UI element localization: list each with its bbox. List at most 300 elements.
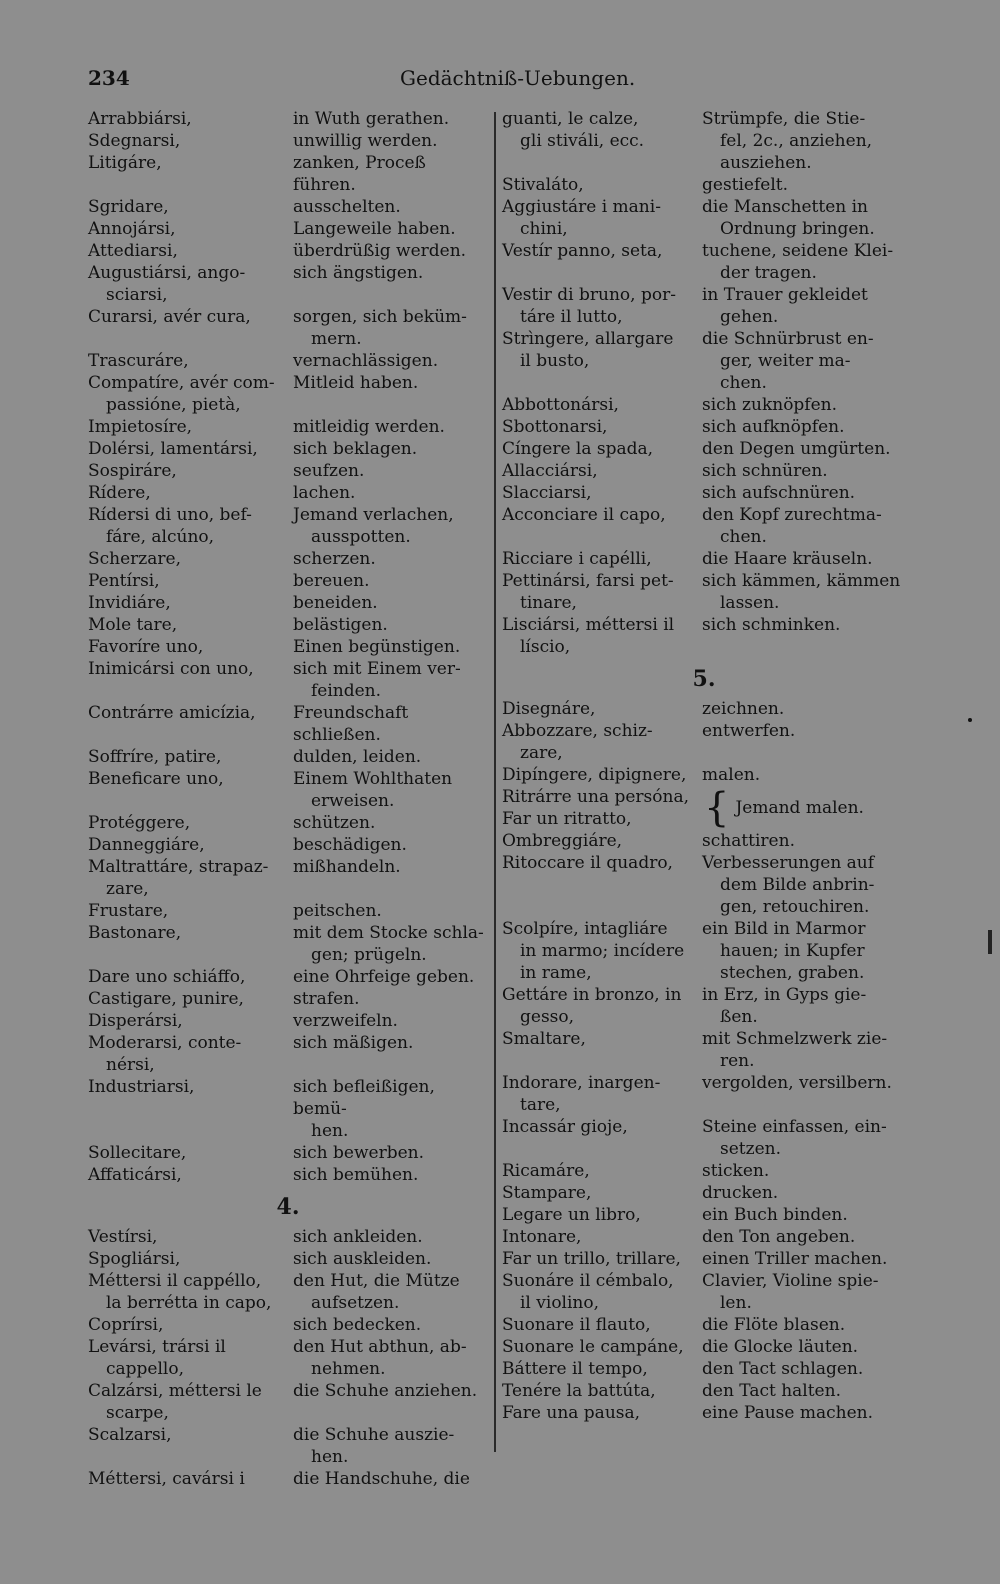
german-translation <box>702 240 906 284</box>
german-translation-line: sich kämmen, kämmen <box>702 571 901 591</box>
german-translation <box>293 1076 488 1142</box>
dictionary-entry <box>88 350 488 372</box>
german-translation-line: scherzen. <box>293 549 376 569</box>
italian-term-line: Intonare, <box>502 1227 582 1247</box>
german-translation-line: den Degen umgürten. <box>702 439 891 459</box>
german-translation <box>293 1164 488 1186</box>
german-translation-line: sich auskleiden. <box>293 1249 432 1269</box>
italian-term <box>88 636 293 658</box>
dictionary-entry <box>88 1164 488 1186</box>
dictionary-entry <box>502 1314 906 1336</box>
dictionary-entry <box>88 482 488 504</box>
italian-term-line: Strìngere, allargare <box>502 329 674 349</box>
german-translation <box>702 1072 906 1116</box>
italian-term-line: Suonare le campáne, <box>502 1337 684 1357</box>
italian-term <box>502 720 702 764</box>
german-translation <box>293 900 488 922</box>
italian-term <box>502 1160 702 1182</box>
italian-term <box>502 1226 702 1248</box>
german-translation <box>702 438 906 460</box>
italian-term <box>502 328 702 394</box>
german-translation <box>293 1270 488 1314</box>
dictionary-entry <box>88 1336 488 1380</box>
italian-term-line: Protéggere, <box>88 813 191 833</box>
italian-term <box>88 1424 293 1468</box>
italian-term <box>502 1116 702 1160</box>
german-translation-line: die Schuhe anziehen. <box>293 1381 478 1401</box>
german-translation <box>293 702 488 746</box>
german-translation <box>293 658 488 702</box>
italian-term-continuation: táre il lutto, <box>520 307 623 327</box>
italian-term-continuation: fáre, alcúno, <box>106 527 215 547</box>
german-translation-line: sich zuknöpfen. <box>702 395 838 415</box>
italian-term-line: Inimicársi con uno, <box>88 659 254 679</box>
german-translation-continuation: ßen. <box>720 1007 758 1027</box>
german-translation <box>702 764 906 786</box>
dictionary-entry <box>88 856 488 900</box>
german-translation <box>293 1142 488 1164</box>
italian-term-line: Attediarsi, <box>88 241 178 261</box>
italian-term <box>88 548 293 570</box>
italian-term-line: Litigáre, <box>88 153 162 173</box>
italian-terms <box>502 786 702 830</box>
dictionary-entry <box>88 1142 488 1164</box>
dictionary-entry <box>502 1204 906 1226</box>
german-translation-line: belästigen. <box>293 615 388 635</box>
italian-term-line: Báttere il tempo, <box>502 1359 648 1379</box>
german-translation <box>293 416 488 438</box>
italian-term-line: Méttersi il cappéllo, <box>88 1271 262 1291</box>
german-translation <box>293 768 488 812</box>
italian-term-line: Sollecitare, <box>88 1143 187 1163</box>
german-translation-line: gestiefelt. <box>702 175 789 195</box>
italian-term-line: Trascuráre, <box>88 351 189 371</box>
italian-term <box>502 1028 702 1072</box>
german-translation-continuation: hauen; in Kupfer <box>720 941 865 961</box>
italian-term-line: Fare una pausa, <box>502 1403 641 1423</box>
italian-term <box>502 1380 702 1402</box>
italian-term <box>502 1314 702 1336</box>
dictionary-entry <box>88 1380 488 1424</box>
margin-dot <box>968 718 972 722</box>
german-translation <box>293 130 488 152</box>
german-translation <box>702 548 906 570</box>
german-translation <box>293 614 488 636</box>
german-translation <box>293 856 488 900</box>
dictionary-entry <box>502 460 906 482</box>
dictionary-entry <box>502 196 906 240</box>
dictionary-entry <box>502 438 906 460</box>
italian-term-line: Méttersi, cavársi i <box>88 1469 245 1489</box>
german-translation-line: Verbesserungen auf <box>702 853 875 873</box>
dictionary-entry <box>88 262 488 306</box>
german-translation <box>293 152 488 196</box>
italian-term-line: Moderarsi, conte- <box>88 1033 242 1053</box>
german-translation-line: Clavier, Violine spie- <box>702 1271 879 1291</box>
german-translation <box>702 918 906 984</box>
italian-term-line: Indorare, inargen- <box>502 1073 661 1093</box>
german-translation-continuation: hen. <box>311 1447 349 1467</box>
dictionary-entry <box>88 240 488 262</box>
italian-term <box>502 1358 702 1380</box>
italian-term-continuation: sciarsi, <box>106 285 168 305</box>
german-translation <box>293 1226 488 1248</box>
italian-term-line: Vestír panno, seta, <box>502 241 663 261</box>
italian-term-line: Sdegnarsi, <box>88 131 181 151</box>
dictionary-entry <box>88 834 488 856</box>
italian-term <box>502 284 702 328</box>
german-translation-continuation: hen. <box>311 1121 349 1141</box>
italian-term <box>88 834 293 856</box>
german-translation-continuation: gen; prügeln. <box>311 945 427 965</box>
german-translation-continuation: chen. <box>720 527 767 547</box>
german-translation <box>702 852 906 918</box>
italian-term-continuation: zare, <box>106 879 149 899</box>
italian-term <box>502 548 702 570</box>
german-translation-line: drucken. <box>702 1183 779 1203</box>
german-translation-line: Freundschaft schließen. <box>293 703 409 745</box>
italian-term-line: Legare un libro, <box>502 1205 641 1225</box>
italian-term-line: Sbottonarsi, <box>502 417 608 437</box>
german-translation <box>293 636 488 658</box>
german-translation-line: vergolden, versilbern. <box>702 1073 892 1093</box>
german-translation <box>293 196 488 218</box>
german-translation-line: die Flöte blasen. <box>702 1315 846 1335</box>
dictionary-entry <box>502 614 906 658</box>
german-translation <box>293 570 488 592</box>
italian-term <box>502 570 702 614</box>
italian-term-line: Ricamáre, <box>502 1161 590 1181</box>
dictionary-entry <box>502 174 906 196</box>
italian-term <box>502 918 702 984</box>
german-translation <box>702 614 906 658</box>
italian-term-continuation: zare, <box>520 743 563 763</box>
italian-term-line: Annojársi, <box>88 219 176 239</box>
german-translation-continuation: nehmen. <box>311 1359 386 1379</box>
italian-term <box>88 504 293 548</box>
german-translation-line: einen Triller machen. <box>702 1249 888 1269</box>
german-translation-line: sich ankleiden. <box>293 1227 423 1247</box>
section-number: 4. <box>276 1194 300 1220</box>
dictionary-entry <box>502 1226 906 1248</box>
german-translation-line: seufzen. <box>293 461 365 481</box>
italian-term-line: Suonare il flauto, <box>502 1315 651 1335</box>
italian-term-line: Pettinársi, farsi pet- <box>502 571 674 591</box>
german-translation: Jemand malen. <box>735 798 864 818</box>
italian-term-line: Sospiráre, <box>88 461 177 481</box>
german-translation-line: sticken. <box>702 1161 770 1181</box>
german-translation-line: Einen begünstigen. <box>293 637 461 657</box>
italian-term <box>502 1270 702 1314</box>
italian-term <box>88 614 293 636</box>
german-translation-continuation: lassen. <box>720 593 780 613</box>
italian-term-line: Slacciarsi, <box>502 483 592 503</box>
italian-term-line: Stivaláto, <box>502 175 584 195</box>
italian-term <box>502 852 702 918</box>
german-translation <box>702 482 906 504</box>
german-translation-continuation: setzen. <box>720 1139 781 1159</box>
dictionary-entry <box>502 504 906 548</box>
italian-term <box>88 262 293 306</box>
italian-term-line: Disperársi, <box>88 1011 183 1031</box>
italian-term <box>88 416 293 438</box>
german-translation <box>293 746 488 768</box>
german-translation <box>293 108 488 130</box>
italian-term-line: Industriarsi, <box>88 1077 195 1097</box>
german-translation <box>293 504 488 548</box>
italian-term <box>502 1204 702 1226</box>
german-translation-line: dulden, leiden. <box>293 747 422 767</box>
german-translation-line: unwillig werden. <box>293 131 438 151</box>
italian-term-line: Impietosíre, <box>88 417 193 437</box>
italian-term-continuation: gli stiváli, ecc. <box>520 131 645 151</box>
german-translation-continuation: ren. <box>720 1051 755 1071</box>
german-translation-line: vernachlässigen. <box>293 351 439 371</box>
italian-term-line: Calzársi, méttersi le <box>88 1381 262 1401</box>
italian-term <box>88 1380 293 1424</box>
italian-term-line: Lisciársi, méttersi il <box>502 615 675 635</box>
dictionary-entry <box>88 1010 488 1032</box>
german-translation-line: Steine einfassen, ein- <box>702 1117 887 1137</box>
german-translation <box>702 460 906 482</box>
dictionary-entry <box>88 1226 488 1248</box>
italian-term-line: Aggiustáre i mani- <box>502 197 661 217</box>
german-translation-line: sich bemühen. <box>293 1165 419 1185</box>
dictionary-entry <box>502 1160 906 1182</box>
german-translation-line: sich mit Einem ver- <box>293 659 461 679</box>
german-translation <box>702 1270 906 1314</box>
german-translation-continuation: aufsetzen. <box>311 1293 400 1313</box>
german-translation <box>702 1028 906 1072</box>
german-translation <box>293 218 488 240</box>
german-translation-line: in Trauer gekleidet <box>702 285 868 305</box>
edge-mark <box>988 930 992 954</box>
dictionary-entry <box>88 592 488 614</box>
german-translation-line: ein Buch binden. <box>702 1205 848 1225</box>
right-column <box>502 108 906 1424</box>
german-translation <box>702 984 906 1028</box>
italian-term <box>88 218 293 240</box>
dictionary-entry <box>88 966 488 988</box>
german-translation-continuation: stechen, graben. <box>720 963 865 983</box>
german-translation-continuation: erweisen. <box>311 791 395 811</box>
italian-term-line: Tenére la battúta, <box>502 1381 656 1401</box>
italian-term-line: Dolérsi, lamentársi, <box>88 439 258 459</box>
german-translation-line: die Schuhe auszie- <box>293 1425 455 1445</box>
italian-term <box>88 130 293 152</box>
italian-term <box>502 482 702 504</box>
dictionary-entry <box>88 658 488 702</box>
german-translation-line: sich beklagen. <box>293 439 418 459</box>
italian-term <box>88 372 293 416</box>
italian-term <box>88 702 293 746</box>
italian-term-continuation: il busto, <box>520 351 590 371</box>
german-translation <box>293 306 488 350</box>
italian-term-line: Acconciare il capo, <box>502 505 666 525</box>
italian-term-line: Ombreggiáre, <box>502 831 623 851</box>
italian-term <box>88 460 293 482</box>
german-translation <box>702 1116 906 1160</box>
german-translation-line: Mitleid haben. <box>293 373 419 393</box>
german-translation <box>702 720 906 764</box>
dictionary-entry <box>502 1402 906 1424</box>
italian-term <box>88 108 293 130</box>
italian-term-line: Pentírsi, <box>88 571 160 591</box>
running-head: Gedächtniß-Uebungen. <box>400 66 636 90</box>
german-translation-continuation: feinden. <box>311 681 382 701</box>
italian-term <box>502 108 702 174</box>
german-translation-continuation: fel, 2c., anziehen, <box>720 131 873 151</box>
german-translation-line: verzweifeln. <box>293 1011 398 1031</box>
italian-term <box>502 1402 702 1424</box>
italian-term <box>88 350 293 372</box>
german-translation-line: beschädigen. <box>293 835 407 855</box>
italian-term-continuation: il violino, <box>520 1293 600 1313</box>
german-translation-line: lachen. <box>293 483 356 503</box>
italian-term-line: Castigare, punire, <box>88 989 244 1009</box>
german-translation <box>702 394 906 416</box>
braced-entry <box>502 786 906 830</box>
german-translation-line: den Tact schlagen. <box>702 1359 864 1379</box>
dictionary-entry <box>502 1358 906 1380</box>
dictionary-entry <box>88 416 488 438</box>
italian-term <box>88 922 293 966</box>
dictionary-entry <box>88 922 488 966</box>
brace-glyph: { <box>704 785 730 831</box>
german-translation <box>293 1314 488 1336</box>
italian-term <box>88 306 293 350</box>
dictionary-entry <box>502 416 906 438</box>
german-translation-line: sich bewerben. <box>293 1143 425 1163</box>
italian-term <box>88 856 293 900</box>
italian-term-continuation: tinare, <box>520 593 577 613</box>
german-translation-continuation: gehen. <box>720 307 779 327</box>
italian-term <box>88 966 293 988</box>
german-translation-line: Strümpfe, die Stie- <box>702 109 866 129</box>
dictionary-entry <box>502 1072 906 1116</box>
dictionary-entry <box>88 1076 488 1142</box>
italian-term <box>502 1072 702 1116</box>
german-translation <box>702 284 906 328</box>
german-translation-line: mitleidig werden. <box>293 417 445 437</box>
italian-term-line: Compatíre, avér com- <box>88 373 275 393</box>
dictionary-entry <box>88 900 488 922</box>
italian-term <box>88 746 293 768</box>
italian-term-line: Vestir di bruno, por- <box>502 285 676 305</box>
dictionary-entry <box>502 240 906 284</box>
italian-term <box>88 1142 293 1164</box>
italian-term-line: Levársi, trársi il <box>88 1337 226 1357</box>
italian-term <box>502 830 702 852</box>
dictionary-entry <box>88 636 488 658</box>
italian-term-line: Danneggiáre, <box>88 835 205 855</box>
dictionary-entry <box>88 504 488 548</box>
german-translation <box>293 1468 488 1490</box>
italian-term-line: Rídersi di uno, bef- <box>88 505 252 525</box>
german-translation <box>293 548 488 570</box>
german-translation <box>702 504 906 548</box>
german-translation <box>702 1336 906 1358</box>
german-translation <box>702 1314 906 1336</box>
dictionary-entry <box>502 918 906 984</box>
german-translation-line: sich aufschnüren. <box>702 483 856 503</box>
italian-term-continuation: gesso, <box>520 1007 575 1027</box>
italian-term <box>88 240 293 262</box>
german-translation-line: mit Schmelzwerk zie- <box>702 1029 888 1049</box>
german-translation-line: in Wuth gerathen. <box>293 109 450 129</box>
italian-term <box>88 482 293 504</box>
italian-term <box>502 504 702 548</box>
german-translation-continuation: Ordnung bringen. <box>720 219 875 239</box>
german-translation <box>702 1182 906 1204</box>
dictionary-entry <box>502 328 906 394</box>
german-translation-line: schützen. <box>293 813 376 833</box>
dictionary-entry <box>502 852 906 918</box>
german-translation <box>293 240 488 262</box>
german-translation-continuation: dem Bilde anbrin- <box>720 875 875 895</box>
italian-term <box>502 984 702 1028</box>
italian-term <box>88 1336 293 1380</box>
german-translation-continuation: chen. <box>720 373 767 393</box>
german-translation-line: Einem Wohlthaten <box>293 769 453 789</box>
german-translation <box>702 1204 906 1226</box>
german-translation <box>293 460 488 482</box>
italian-term-line: Stampare, <box>502 1183 592 1203</box>
italian-term-line: Affaticársi, <box>88 1165 182 1185</box>
german-translation-line: die Schnürbrust en- <box>702 329 874 349</box>
german-translation-line: beneiden. <box>293 593 378 613</box>
german-translation <box>702 1380 906 1402</box>
italian-term <box>88 196 293 218</box>
german-translation-continuation: mern. <box>311 329 362 349</box>
italian-term-line: Abbottonársi, <box>502 395 619 415</box>
italian-term-line: Frustare, <box>88 901 169 921</box>
german-translation-line: die Haare kräuseln. <box>702 549 873 569</box>
dictionary-entry <box>88 812 488 834</box>
german-translation-line: sich befleißigen, bemü- <box>293 1077 435 1119</box>
italian-term-line: Invidiáre, <box>88 593 171 613</box>
german-translation-line: den Hut abthun, ab- <box>293 1337 467 1357</box>
german-translation <box>702 1226 906 1248</box>
italian-term-line: Smaltare, <box>502 1029 586 1049</box>
german-translation-line: überdrüßig werden. <box>293 241 467 261</box>
italian-term <box>502 394 702 416</box>
german-translation-continuation: der tragen. <box>720 263 817 283</box>
dictionary-entry <box>502 1270 906 1314</box>
italian-term-line: Abbozzare, schiz- <box>502 721 653 741</box>
dictionary-entry <box>88 702 488 746</box>
german-translation <box>702 698 906 720</box>
italian-term <box>88 658 293 702</box>
italian-term <box>502 460 702 482</box>
dictionary-entry <box>88 152 488 196</box>
italian-term-line: Augustiársi, ango- <box>88 263 246 283</box>
dictionary-entry <box>88 1424 488 1468</box>
italian-term-line: Coprírsi, <box>88 1315 164 1335</box>
german-translation <box>702 196 906 240</box>
dictionary-entry <box>502 1028 906 1072</box>
dictionary-entry <box>502 720 906 764</box>
german-translation-line: sich ängstigen. <box>293 263 424 283</box>
column-rule <box>494 112 496 1452</box>
italian-term <box>502 174 702 196</box>
italian-term-line: Beneficare uno, <box>88 769 224 789</box>
dictionary-entry <box>502 984 906 1028</box>
german-translation <box>293 482 488 504</box>
italian-term-line: Disegnáre, <box>502 699 596 719</box>
dictionary-entry <box>502 1248 906 1270</box>
german-translation-line: sich mäßigen. <box>293 1033 414 1053</box>
